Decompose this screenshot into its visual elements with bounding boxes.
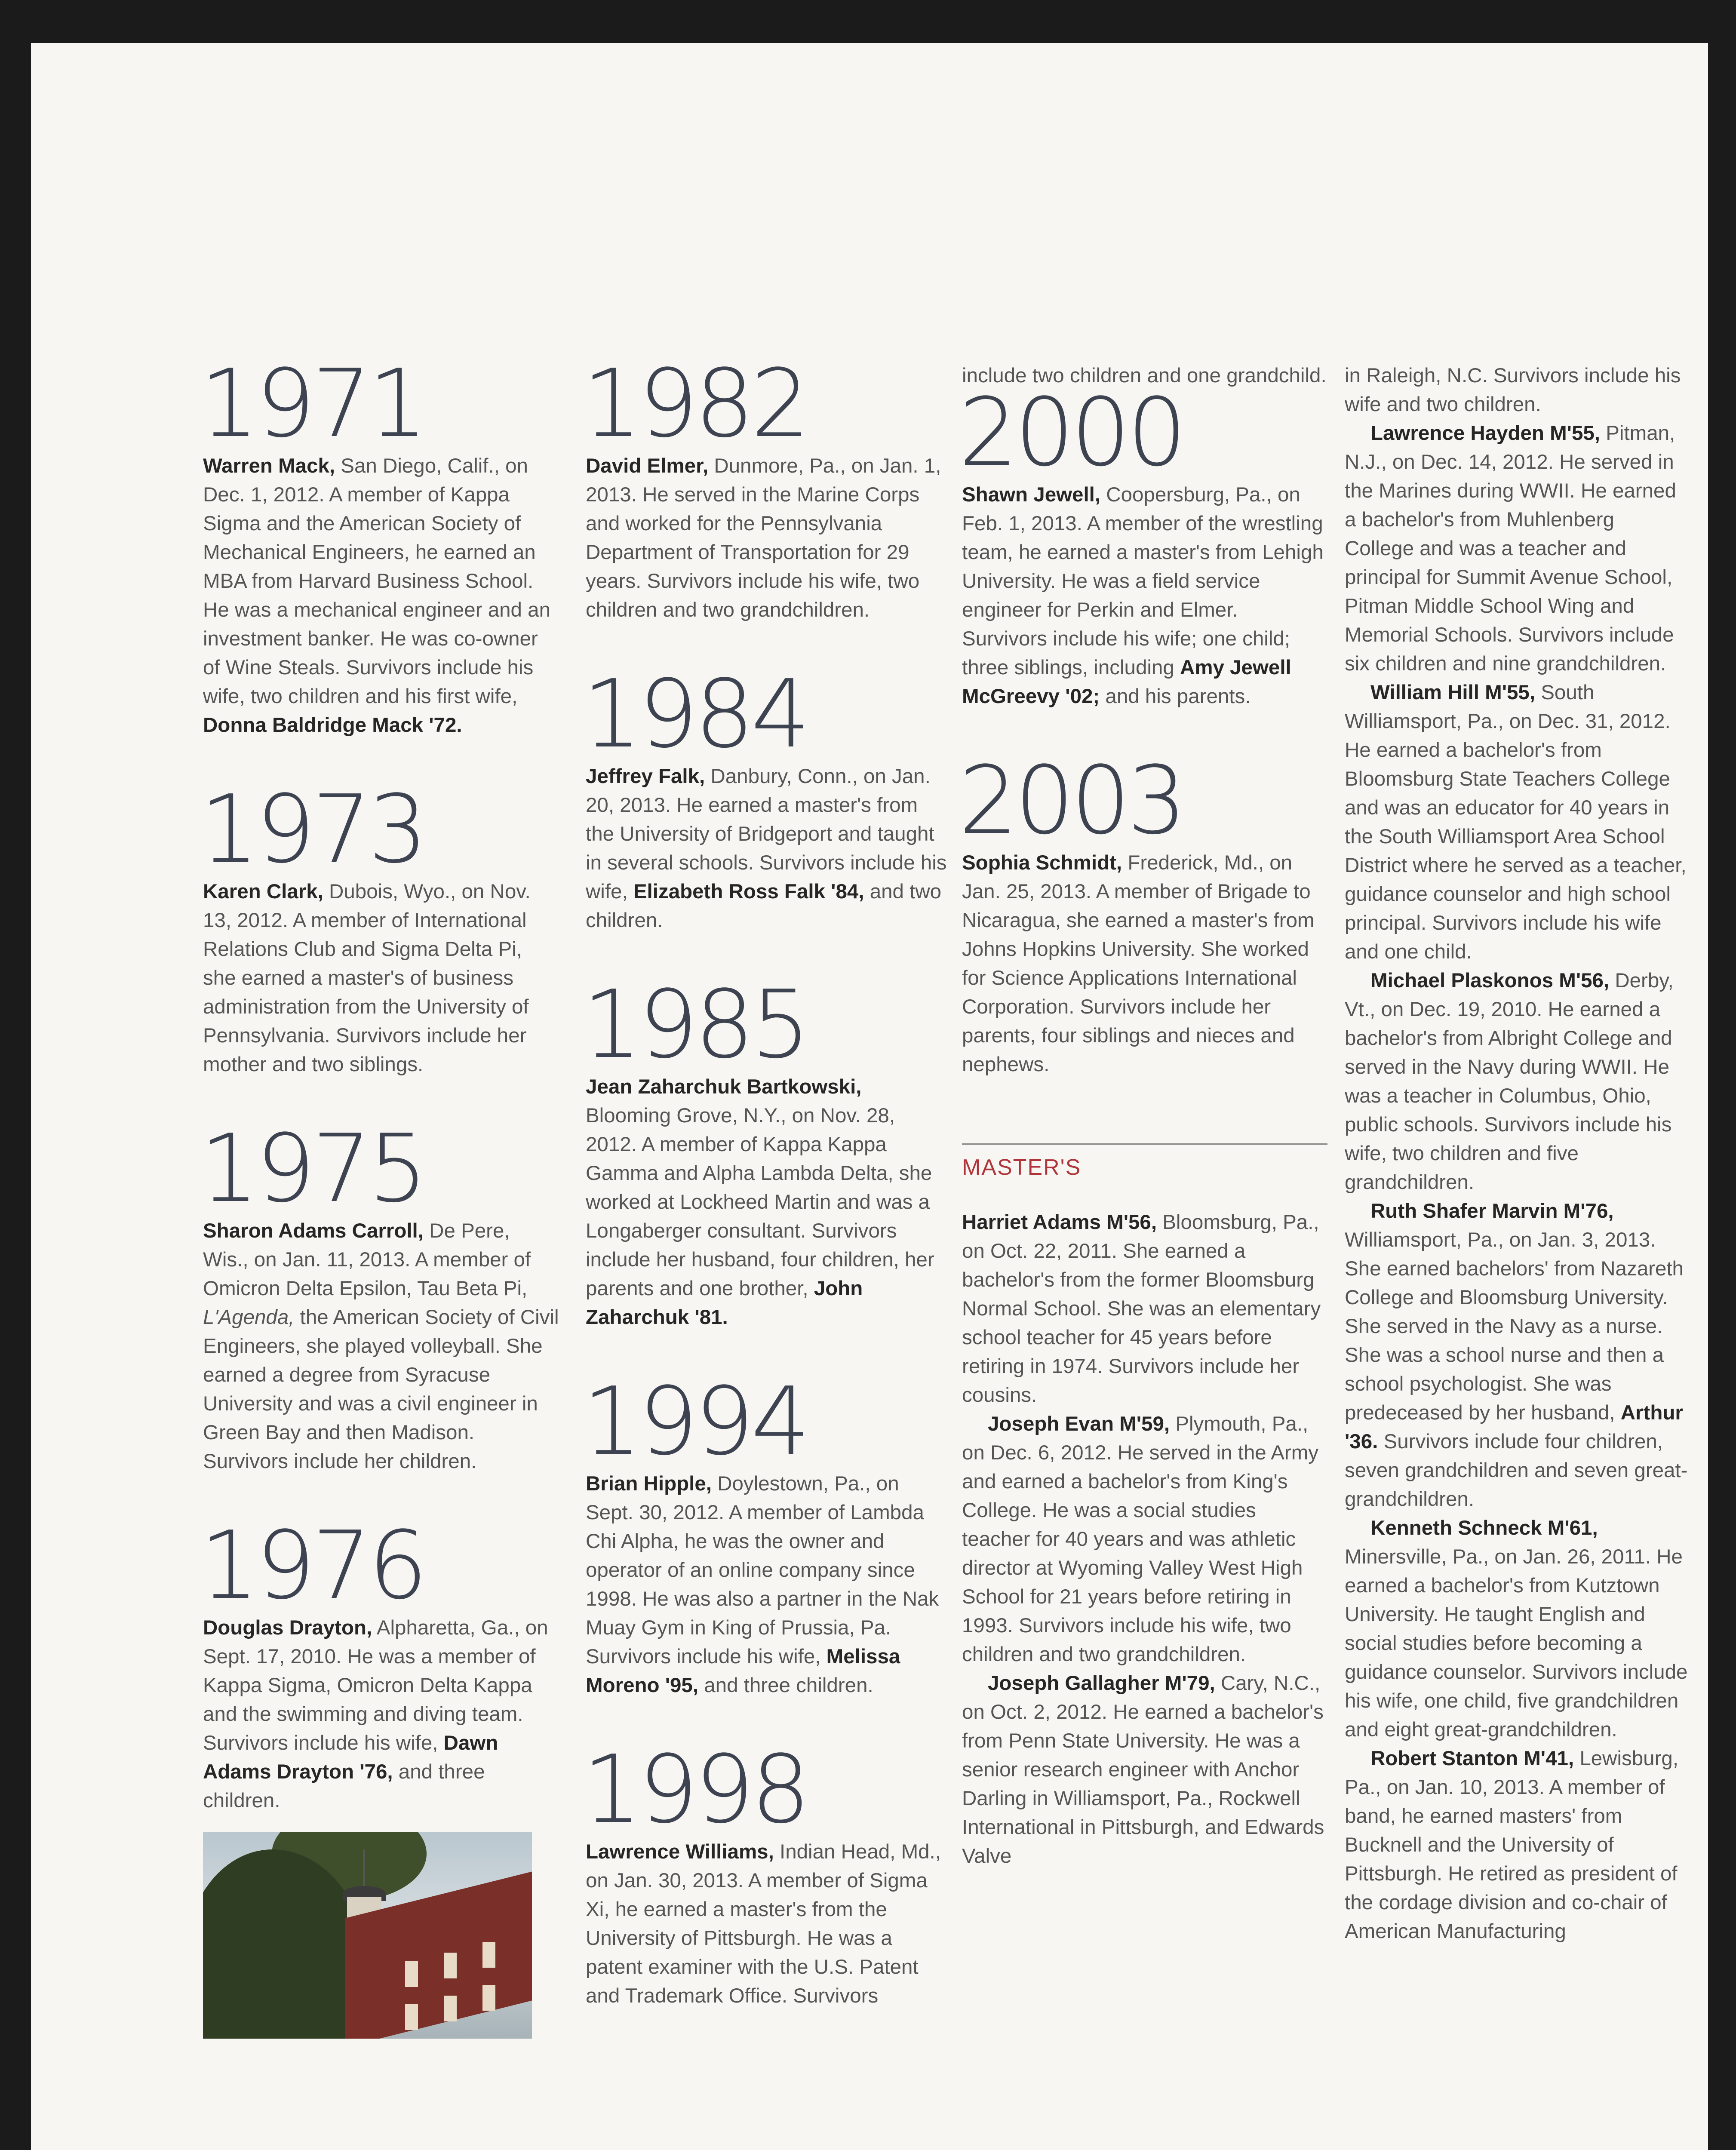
class-1994 xyxy=(582,1367,951,1700)
year-heading: 1982 xyxy=(582,350,807,458)
obituary-name: Robert Stanton M'41, xyxy=(1370,1747,1574,1770)
obituary-entry: Ruth Shafer Marvin M'76, Williamsport, Pa., on Jan. 3, 2013. She earned bachelors' from Nazareth College and Bloomsburg University. She served in the Navy as a nurse. She was a school nurse and then a school psychologist. She was predeceased by her husband, Arthur '36. Survivors include four children, seven grandchildren and seven great-grandchildren. xyxy=(1345,1200,1688,1511)
year-heading: 1994 xyxy=(582,1367,807,1476)
class-2000 xyxy=(959,378,1327,711)
column-2 xyxy=(582,350,951,2058)
class-1971 xyxy=(200,350,560,740)
obituary-entry: Lawrence Williams, Indian Head, Md., on Jan. 30, 2013. A member of Sigma Xi, he earned a master's from the University of Pittsburgh. He was a patent examiner with the U.S. Patent and Trademark Office. Survivors xyxy=(586,1840,941,2007)
class-1998 xyxy=(582,1735,951,2010)
magazine-page xyxy=(31,43,1708,2150)
relative-name: Amy Jewell McGreevy '02; xyxy=(962,656,1291,708)
obituary-name: William Hill M'55, xyxy=(1370,681,1536,704)
obituary-name: Joseph Evan M'59, xyxy=(988,1413,1170,1435)
obituary-entry: Lawrence Hayden M'55, Pitman, N.J., on Dec. 14, 2012. He served in the Marines during WWII. He earned a bachelor's from Muhlenberg College and was a teacher and principal for Summit Avenue School, Pitman Middle School Wing and Memorial Schools. Survivors include six children and nine grandchildren. xyxy=(1345,422,1676,675)
column-1 xyxy=(200,350,560,2039)
class-2003 xyxy=(959,746,1327,1079)
year-heading: 1973 xyxy=(200,775,424,884)
year-heading: 2003 xyxy=(959,746,1183,855)
relative-name: Melissa Moreno '95, xyxy=(586,1645,900,1697)
obituary-name: Joseph Gallagher M'79, xyxy=(988,1672,1215,1695)
obituary-name: Shawn Jewell, xyxy=(962,483,1101,506)
relative-name: John Zaharchuk '81. xyxy=(586,1277,863,1329)
column-4 xyxy=(1345,361,1689,1946)
class-1982 xyxy=(582,350,951,624)
obituary-name: Warren Mack, xyxy=(203,455,335,477)
year-heading: 1976 xyxy=(200,1511,424,1620)
relative-name: Dawn Adams Drayton '76, xyxy=(203,1732,498,1783)
obituary-entry: Jeffrey Falk, Danbury, Conn., on Jan. 20, 2013. He earned a master's from the University of Bridgeport and taught in several schools. Survivors include his wife, Elizabeth Ross Falk '84, and two children. xyxy=(586,765,947,932)
obituary-name: Kenneth Schneck M'61, xyxy=(1370,1517,1598,1539)
obituary-entry: Karen Clark, Dubois, Wyo., on Nov. 13, 2012. A member of International Relations Club and Sigma Delta Pi, she earned a master's of business administration from the University of Pennsylvania. Survivors include her mother and two siblings. xyxy=(203,880,531,1076)
obituary-entry: Brian Hipple, Doylestown, Pa., on Sept. 30, 2012. A member of Lambda Chi Alpha, he was the owner and operator of an online company since 1998. He was also a partner in the Nak Muay Gym in King of Prussia, Pa. Survivors include his wife, Melissa Moreno '95, and three children. xyxy=(586,1472,939,1697)
class-1973 xyxy=(200,775,560,1079)
continued-text: in Raleigh, N.C. Survivors include his wife and two children. xyxy=(1345,364,1681,416)
obituary-name: Ruth Shafer Marvin M'76, xyxy=(1370,1200,1614,1222)
obituary-name: Jean Zaharchuk Bartkowski, xyxy=(586,1075,862,1098)
relative-name: Arthur '36. xyxy=(1345,1401,1683,1453)
obituary-entry: Sophia Schmidt, Frederick, Md., on Jan. 25, 2013. A member of Brigade to Nicaragua, she earned a master's from Johns Hopkins University. She worked for Science Applications International Corporation. Survivors include her parents, four siblings and nieces and nephews. xyxy=(962,851,1315,1076)
obituary-entry: Shawn Jewell, Coopersburg, Pa., on Feb. 1, 2013. A member of the wrestling team, he earned a master's from Lehigh University. He was a field service engineer for Perkin and Elmer. Survivors include his wife; one child; three siblings, including Amy Jewell McGreevy '02; and his parents. xyxy=(962,483,1324,708)
obituary-entry: Harriet Adams M'56, Bloomsburg, Pa., on Oct. 22, 2011. She earned a bachelor's from the former Bloomsburg Normal School. She was an elementary school teacher for 45 years before retiring in 1974. Survivors include her cousins. xyxy=(962,1211,1321,1407)
year-heading: 1998 xyxy=(582,1735,807,1844)
year-heading: 1985 xyxy=(582,971,807,1079)
continued-text: include two children and one grandchild. xyxy=(962,364,1327,387)
obituary-name: Sharon Adams Carroll, xyxy=(203,1219,424,1242)
obituary-entry: Douglas Drayton, Alpharetta, Ga., on Sept. 17, 2010. He was a member of Kappa Sigma, Omicron Delta Kappa and the swimming and diving team. Survivors include his wife, Dawn Adams Drayton '76, and three children. xyxy=(203,1616,548,1812)
class-1975 xyxy=(200,1115,560,1476)
obituary-name: Michael Plaskonos M'56, xyxy=(1370,969,1610,992)
column-3 xyxy=(959,361,1327,1870)
obituary-entry: Warren Mack, San Diego, Calif., on Dec. 1, 2012. A member of Kappa Sigma and the American Society of Mechanical Engineers, he earned an MBA from Harvard Business School. He was a mechanical engineer and an investment banker. He was co-owner of Wine Steals. Survivors include his wife, two children and his first wife, Donna Baldridge Mack '72. xyxy=(203,455,551,737)
year-heading: 2000 xyxy=(959,378,1183,487)
obituary-name: Karen Clark, xyxy=(203,880,323,903)
obituary-name: Lawrence Williams, xyxy=(586,1840,774,1863)
relative-name: Elizabeth Ross Falk '84, xyxy=(633,880,864,903)
obituary-name: David Elmer, xyxy=(586,455,709,477)
organization-italic: L'Agenda, xyxy=(203,1306,295,1329)
masters-section-heading: MASTER'S xyxy=(962,1143,1327,1182)
relative-name: Donna Baldridge Mack '72. xyxy=(203,714,462,737)
obituary-entry: Jean Zaharchuk Bartkowski, Blooming Grove, N.Y., on Nov. 28, 2012. A member of Kappa Kappa Gamma and Alpha Lambda Delta, she worked at Lockheed Martin and was a Longaberger consultant. Survivors include her husband, four children, her parents and one brother, John Zaharchuk '81. xyxy=(586,1075,934,1329)
obituary-name: Sophia Schmidt, xyxy=(962,851,1122,874)
class-1984 xyxy=(582,660,951,935)
obituary-entry: David Elmer, Dunmore, Pa., on Jan. 1, 2013. He served in the Marine Corps and worked for the Pennsylvania Department of Transportation for 29 years. Survivors include his wife, two children and two grandchildren. xyxy=(586,455,941,621)
obituary-entry: Joseph Evan M'59, Plymouth, Pa., on Dec. 6, 2012. He served in the Army and earned a bachelor's from King's College. He was a social studies teacher for 40 years and was athletic director at Wyoming Valley West High School for 21 years before retiring in 1993. Survivors include his wife, two children and two grandchildren. xyxy=(962,1413,1319,1666)
obituary-name: Harriet Adams M'56, xyxy=(962,1211,1157,1234)
obituary-name: Douglas Drayton, xyxy=(203,1616,372,1639)
class-1976 xyxy=(200,1511,560,1815)
obituary-entry: Michael Plaskonos M'56, Derby, Vt., on Dec. 19, 2010. He earned a bachelor's from Albright College and served in the Navy during WWII. He was a teacher in Columbus, Ohio, public schools. Survivors include his wife, two children and five grandchildren. xyxy=(1345,969,1674,1194)
obituary-name: Jeffrey Falk, xyxy=(586,765,705,788)
obituary-entry: Sharon Adams Carroll, De Pere, Wis., on Jan. 11, 2013. A member of Omicron Delta Epsilon, Tau Beta Pi, L'Agenda, the American Society of Civil Engineers, she played volleyball. She earned a degree from Syracuse University and was a civil engineer in Green Bay and then Madison. Survivors include her children. xyxy=(203,1219,559,1473)
obituary-name: Lawrence Hayden M'55, xyxy=(1370,422,1601,445)
obituary-entry: Joseph Gallagher M'79, Cary, N.C., on Oct. 2, 2012. He earned a bachelor's from Penn State University. He was a senior research engineer with Anchor Darling in Williamsport, Pa., Rockwell International in Pittsburgh, and Edwards Valve xyxy=(962,1672,1324,1867)
year-heading: 1975 xyxy=(200,1115,424,1223)
year-heading: 1971 xyxy=(200,350,424,458)
obituary-entry: Kenneth Schneck M'61, Minersville, Pa., on Jan. 26, 2011. He earned a bachelor's from Kutztown University. He taught English and social studies before becoming a guidance counselor. Survivors include his wife, one child, five grandchildren and eight great-grandchildren. xyxy=(1345,1517,1688,1741)
campus-building-photo xyxy=(203,1832,532,2039)
obituary-name: Brian Hipple, xyxy=(586,1472,712,1495)
obituary-entry: Robert Stanton M'41, Lewisburg, Pa., on Jan. 10, 2013. A member of band, he earned masters' from Bucknell and the University of Pittsburgh. He retired as president of the cordage division and co-chair of American Manufacturing xyxy=(1345,1747,1679,1943)
obituary-entry: William Hill M'55, South Williamsport, Pa., on Dec. 31, 2012. He earned a bachelor's from Bloomsburg State Teachers College and was an educator for 40 years in the South Williamsport Area School District where he served as a teacher, guidance counselor and high school principal. Survivors include his wife and one child. xyxy=(1345,681,1687,963)
class-1985 xyxy=(582,971,951,1332)
year-heading: 1984 xyxy=(582,660,807,769)
